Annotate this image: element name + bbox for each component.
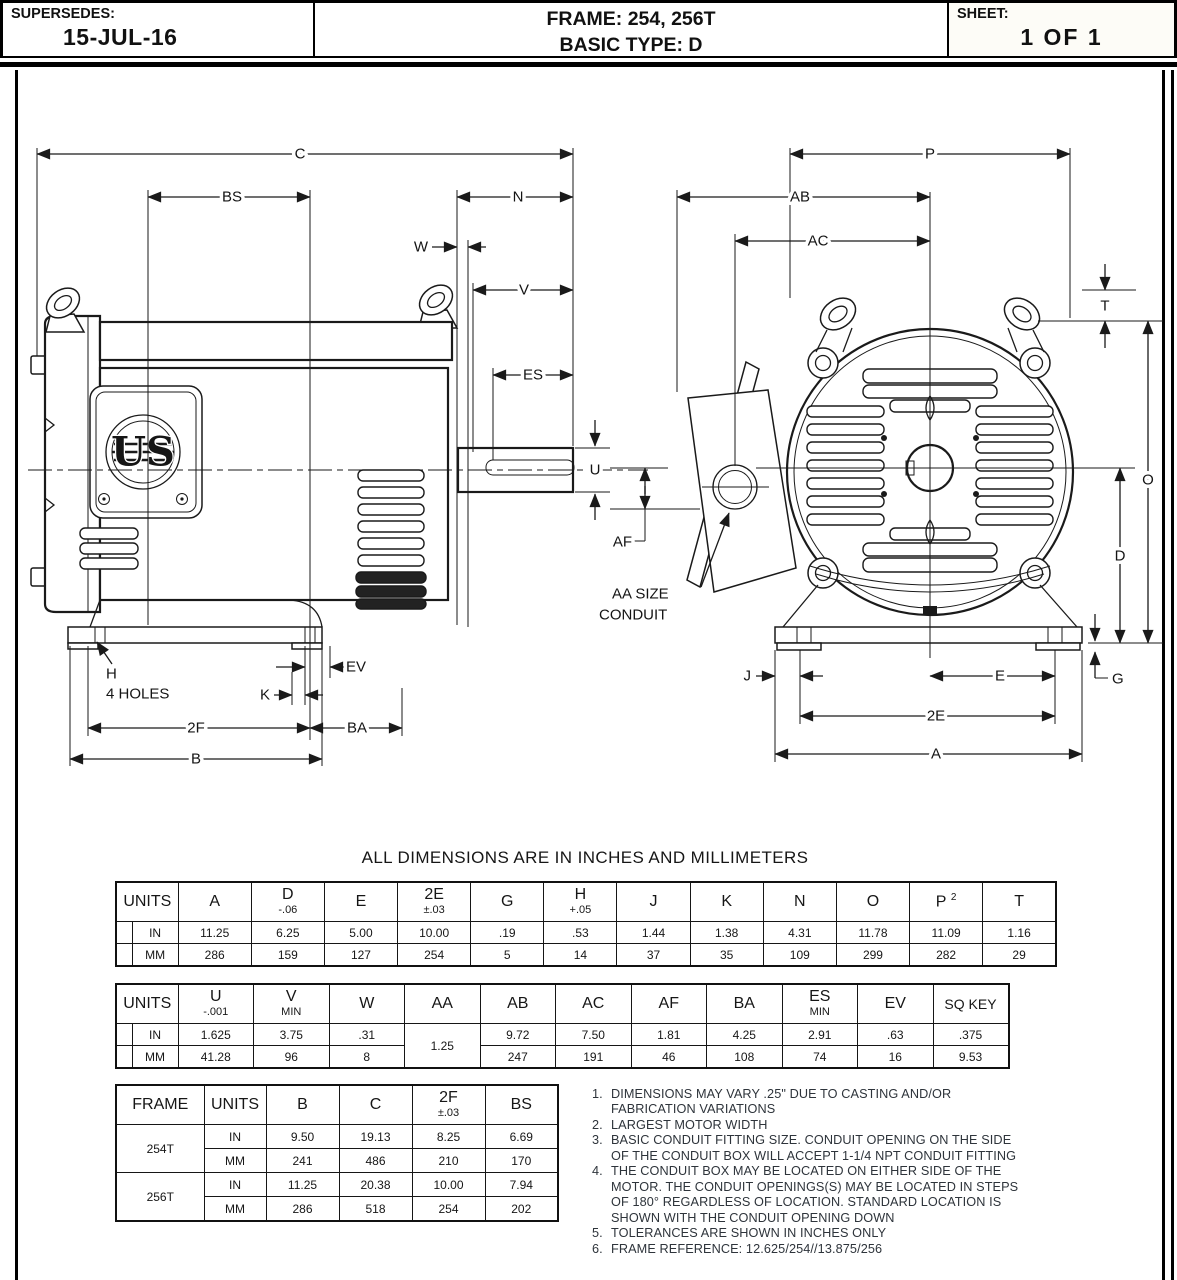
note-number: 1.	[592, 1087, 603, 1101]
note-6	[592, 1242, 1022, 1257]
row-label: MM	[132, 944, 178, 967]
supersedes-date: 15-JUL-16	[63, 24, 178, 50]
cell: 11.78	[836, 922, 909, 944]
frame-table	[115, 1084, 559, 1222]
dimension-table-2	[115, 983, 1010, 1069]
column-header: O	[836, 882, 909, 922]
notes-list	[592, 1087, 1022, 1257]
dim-label-ev: EV	[346, 658, 367, 676]
cell: 35	[690, 944, 763, 967]
dim-label-es: ES	[522, 366, 544, 384]
cell: 46	[631, 1046, 707, 1069]
dim-label-o: O	[1142, 471, 1154, 489]
cell: 210	[412, 1149, 485, 1173]
cell: .375	[933, 1024, 1009, 1046]
cell: 241	[266, 1149, 339, 1173]
row-label: IN	[204, 1173, 266, 1197]
column-header: J	[617, 882, 690, 922]
note-3	[592, 1133, 1022, 1164]
dim-label-a: A	[930, 745, 942, 763]
sheet-border-inner	[1171, 70, 1174, 1280]
cell: 11.25	[178, 922, 251, 944]
column-header: H +.05	[544, 882, 617, 922]
cell: 1.44	[617, 922, 690, 944]
row-label: IN	[204, 1125, 266, 1149]
table-row	[116, 922, 1056, 944]
column-header: P $^2$	[910, 882, 983, 922]
side-base-plate	[68, 627, 322, 643]
title-block	[0, 0, 1177, 58]
dim-label-k: K	[259, 686, 270, 704]
cell: 74	[782, 1046, 858, 1069]
frame-cell-254t: 254T	[116, 1125, 204, 1173]
dim-label-n: N	[512, 188, 524, 206]
column-header: V MIN	[254, 984, 330, 1024]
column-header: T	[983, 882, 1056, 922]
cell: 7.94	[485, 1173, 558, 1197]
note-text: DIMENSIONS MAY VARY .25" DUE TO CASTING AND/OR FABRICATION VARIATIONS	[611, 1087, 952, 1117]
cell: 191	[556, 1046, 632, 1069]
sheet-label: SHEET:	[957, 6, 1009, 22]
cell: 10.00	[398, 922, 471, 944]
cell: 7.50	[556, 1024, 632, 1046]
column-header: 2F ±.03	[412, 1085, 485, 1125]
dim-label-aa-conduit: CONDUIT	[599, 606, 668, 624]
motor-top-band	[100, 322, 452, 360]
note-text: THE CONDUIT BOX MAY BE LOCATED ON EITHER SIDE OF THE MOTOR. THE CONDUIT OPENINGS(S) MAY BE LOCATED IN STEPS OF 180° REGARDLESS OF LOCATION. STANDARD LOCATION IS SHOWN WITH THE CONDUIT OPENING DOWN	[611, 1164, 1019, 1225]
frame-header: FRAME	[116, 1085, 204, 1125]
column-header: A	[178, 882, 251, 922]
table-row	[116, 944, 1056, 967]
note-1	[592, 1087, 1022, 1118]
column-header: C	[339, 1085, 412, 1125]
column-header: SQ KEY	[933, 984, 1009, 1024]
column-header: BA	[707, 984, 783, 1024]
dim-label-t: T	[1100, 297, 1110, 315]
table-row	[116, 1024, 1009, 1046]
cell: 11.25	[266, 1173, 339, 1197]
cell: 108	[707, 1046, 783, 1069]
cell: 109	[763, 944, 836, 967]
row-label: IN	[132, 922, 178, 944]
sheet-cell	[949, 3, 1174, 56]
end-view	[687, 292, 1082, 650]
column-header: AA	[405, 984, 481, 1024]
cell: 96	[254, 1046, 330, 1069]
cell: 286	[266, 1197, 339, 1222]
note-text: LARGEST MOTOR WIDTH	[611, 1117, 768, 1132]
units-header: UNITS	[204, 1085, 266, 1125]
cell: 29	[983, 944, 1056, 967]
dim-label-b: B	[190, 750, 202, 768]
cell: 282	[910, 944, 983, 967]
dim-label-c: C	[294, 145, 306, 163]
cell: 1.81	[631, 1024, 707, 1046]
cell: 10.00	[412, 1173, 485, 1197]
cell: 1.16	[983, 922, 1056, 944]
tables-title: ALL DIMENSIONS ARE IN INCHES AND MILLIMETERS	[361, 848, 809, 867]
conduit-box	[687, 362, 796, 592]
cell: .63	[858, 1024, 934, 1046]
dim-label-aa-size: AA SIZE	[612, 585, 669, 603]
dim-label-ab: AB	[789, 188, 811, 206]
dim-label-j: J	[743, 667, 751, 685]
row-label: MM	[204, 1197, 266, 1222]
column-header: AC	[556, 984, 632, 1024]
note-text: BASIC CONDUIT FITTING SIZE. CONDUIT OPENING ON THE SIDE OF THE CONDUIT BOX WILL ACCEPT 1-1/4 NPT CONDUIT FITTING	[611, 1133, 1017, 1163]
frame-cell	[315, 3, 949, 56]
cooling-fins-left	[80, 528, 138, 569]
dim-label-w: W	[413, 238, 428, 256]
cell: 127	[324, 944, 397, 967]
units-header: UNITS	[116, 984, 178, 1024]
column-header: K	[690, 882, 763, 922]
cell	[116, 1024, 132, 1046]
row-label: IN	[132, 1024, 178, 1046]
cell: 299	[836, 944, 909, 967]
note-number: 3.	[592, 1133, 603, 1148]
dim-label-af: AF	[612, 533, 632, 551]
cell: 41.28	[178, 1046, 254, 1069]
column-header: ES MIN	[782, 984, 858, 1024]
column-header: AF	[631, 984, 707, 1024]
us-motors-logo: US	[111, 428, 175, 476]
cell: 9.53	[933, 1046, 1009, 1069]
frame-cell-256t: 256T	[116, 1173, 204, 1222]
cell-aa-merged: 1.25	[405, 1024, 481, 1069]
dimension-table-1	[115, 881, 1057, 967]
cell: 202	[485, 1197, 558, 1222]
dim-label-bs: BS	[221, 188, 243, 206]
column-header: BS	[485, 1085, 558, 1125]
cell: 518	[339, 1197, 412, 1222]
cell	[116, 922, 132, 944]
dim-label-2e: 2E	[926, 707, 946, 725]
dim-label-ac: AC	[807, 232, 829, 250]
column-header: 2E ±.03	[398, 882, 471, 922]
cell: 4.31	[763, 922, 836, 944]
dim-label-ba: BA	[346, 719, 368, 737]
cell: 20.38	[339, 1173, 412, 1197]
cell: 16	[858, 1046, 934, 1069]
column-header: G	[471, 882, 544, 922]
motor-outline-drawing	[15, 70, 1163, 855]
cell: .19	[471, 922, 544, 944]
note-4	[592, 1164, 1022, 1226]
cell: 6.69	[485, 1125, 558, 1149]
column-header: B	[266, 1085, 339, 1125]
cell	[116, 944, 132, 967]
frame-line: FRAME: 254, 256T	[546, 8, 716, 30]
cell: 8.25	[412, 1125, 485, 1149]
note-text: TOLERANCES ARE SHOWN IN INCHES ONLY	[611, 1226, 887, 1241]
cell: 14	[544, 944, 617, 967]
cell: 11.09	[910, 922, 983, 944]
cell: 3.75	[254, 1024, 330, 1046]
note-2	[592, 1118, 1022, 1133]
cell: .53	[544, 922, 617, 944]
cell: 8	[329, 1046, 405, 1069]
dim-label-d: D	[1114, 547, 1126, 565]
note-number: 2.	[592, 1117, 603, 1132]
cell: 247	[480, 1046, 556, 1069]
cell	[116, 1046, 132, 1069]
cell: 286	[178, 944, 251, 967]
dim-label-h: H	[106, 665, 117, 683]
end-base-plate	[775, 627, 1082, 643]
cell: 37	[617, 944, 690, 967]
cell: 19.13	[339, 1125, 412, 1149]
cell: 4.25	[707, 1024, 783, 1046]
column-header: W	[329, 984, 405, 1024]
cell: 2.91	[782, 1024, 858, 1046]
table-row	[116, 1173, 558, 1197]
cell: 1.38	[690, 922, 763, 944]
end-eyebolt-right	[998, 292, 1045, 352]
column-header: E	[324, 882, 397, 922]
dim-label-g: G	[1112, 670, 1124, 688]
note-5	[592, 1226, 1022, 1241]
table-row	[116, 1125, 558, 1149]
basic-type-line: BASIC TYPE: D	[559, 33, 703, 56]
header-divider	[0, 62, 1177, 67]
sheet-value: 1 OF 1	[1020, 24, 1103, 50]
row-label: MM	[132, 1046, 178, 1069]
row-label: MM	[204, 1149, 266, 1173]
cell: 170	[485, 1149, 558, 1173]
dim-label-e: E	[994, 667, 1006, 685]
side-view	[31, 279, 574, 649]
end-eyebolt-left	[814, 292, 861, 352]
cell: 9.72	[480, 1024, 556, 1046]
eyebolt-left	[41, 282, 85, 332]
dim-label-2f: 2F	[187, 719, 205, 737]
cell: 5	[471, 944, 544, 967]
note-text: FRAME REFERENCE: 12.625/254//13.875/256	[611, 1241, 883, 1256]
cell: 254	[398, 944, 471, 967]
dim-label-p: P	[924, 145, 936, 163]
eyebolt-right	[414, 279, 458, 328]
dim-label-4holes: 4 HOLES	[106, 685, 170, 703]
supersedes-cell	[3, 3, 315, 56]
cell: .31	[329, 1024, 405, 1046]
supersedes-label: SUPERSEDES:	[11, 6, 115, 22]
note-number: 5.	[592, 1226, 603, 1241]
dim-label-u: U	[589, 461, 601, 479]
cell: 5.00	[324, 922, 397, 944]
cell: 6.25	[251, 922, 324, 944]
note-number: 4.	[592, 1164, 603, 1179]
units-header: UNITS	[116, 882, 178, 922]
cooling-fins-right	[356, 470, 426, 609]
cell: 1.625	[178, 1024, 254, 1046]
table-row	[116, 1046, 1009, 1069]
column-header: AB	[480, 984, 556, 1024]
cell: 486	[339, 1149, 412, 1173]
note-number: 6.	[592, 1241, 603, 1256]
column-header: N	[763, 882, 836, 922]
cell: 159	[251, 944, 324, 967]
nameplate	[90, 386, 202, 518]
column-header: D -.06	[251, 882, 324, 922]
cell: 254	[412, 1197, 485, 1222]
column-header: EV	[858, 984, 934, 1024]
column-header: U -.001	[178, 984, 254, 1024]
cell: 9.50	[266, 1125, 339, 1149]
dim-label-v: V	[518, 281, 530, 299]
